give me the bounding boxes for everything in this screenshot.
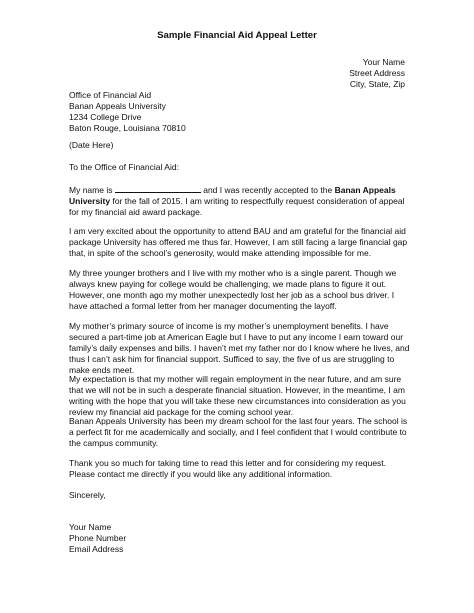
sender-street: Street Address bbox=[349, 68, 405, 78]
paragraph-gratitude-text: I am very excited about the opportunity to attend BAU and am grateful for the financial aid package University has offered me thus far. However, I am still facing a large financial gap that, in spite of the school’s generosity, would make attending impossible for me. bbox=[69, 226, 408, 258]
paragraph-family bbox=[69, 268, 414, 312]
sender-name: Your Name bbox=[362, 57, 405, 67]
recipient-address bbox=[69, 90, 414, 134]
paragraph-expectation bbox=[69, 374, 414, 418]
intro-school: Banan Appeals University bbox=[69, 185, 396, 206]
paragraph-dream-school-text: Banan Appeals University has been my dream school for the last four years. The school is a perfect fit for me academically and socially, and I feel confident that I would contribute to the campus community. bbox=[69, 416, 408, 448]
salutation-text: To the Office of Financial Aid: bbox=[69, 162, 179, 172]
closing-text: Sincerely, bbox=[69, 490, 106, 500]
recipient-office: Office of Financial Aid bbox=[69, 90, 152, 100]
intro-lead: My name is bbox=[69, 185, 113, 195]
paragraph-income-text: My mother’s primary source of income is my mother’s unemployment benefits. I have secured a part-time job at American Eagle but I have to put any income I earn toward our family’s daily expenses and bills. I haven’t met my father nor do I know where he lives, and thus I can’t ask him for financial support. Sufficed to say, the five of us are struggling to make ends meet. bbox=[69, 321, 410, 375]
signature-name: Your Name bbox=[69, 522, 112, 532]
recipient-university: Banan Appeals University bbox=[69, 101, 166, 111]
closing bbox=[69, 490, 414, 501]
paragraph-family-text: My three younger brothers and I live with my mother who is a single parent. Though we always knew paying for college would be challenging, we made plans to figure it out. However, one month ago my mother unexpectedly lost her job as a school bus driver. I have attached a formal letter from her manager documenting the layoff. bbox=[69, 268, 397, 311]
salutation bbox=[69, 162, 414, 173]
letter-date bbox=[69, 140, 414, 151]
signature-email: Email Address bbox=[69, 544, 124, 554]
paragraph-dream-school bbox=[69, 416, 414, 449]
intro-rest: for the fall of 2015. I am writing to respectfully request consideration of appeal for my financial aid award package. bbox=[69, 196, 405, 217]
paragraph-intro bbox=[69, 184, 414, 218]
sender-address bbox=[205, 57, 405, 90]
signature-block bbox=[69, 522, 414, 555]
paragraph-income bbox=[69, 321, 414, 376]
name-blank bbox=[115, 184, 201, 193]
sender-city: City, State, Zip bbox=[349, 79, 405, 89]
paragraph-expectation-text: My expectation is that my mother will regain employment in the near future, and am sure that we will not be in such a desperate financial situation. However, in the meantime, I am writing with the hope that you will take these new circumstances into consideration as you review my financial aid package for the coming school year. bbox=[69, 374, 406, 417]
recipient-city: Baton Rouge, Louisiana 70810 bbox=[69, 123, 186, 133]
letter-title: Sample Financial Aid Appeal Letter bbox=[157, 30, 317, 41]
paragraph-thanks-text: Thank you so much for taking time to read this letter and for considering my request. Please contact me directly if you would like any additional information. bbox=[69, 458, 387, 479]
date-text: (Date Here) bbox=[69, 140, 114, 150]
paragraph-gratitude bbox=[69, 226, 414, 259]
paragraph-thanks bbox=[69, 458, 414, 480]
intro-mid: and I was recently accepted to the bbox=[203, 185, 333, 195]
recipient-street: 1234 College Drive bbox=[69, 112, 142, 122]
signature-phone: Phone Number bbox=[69, 533, 127, 543]
